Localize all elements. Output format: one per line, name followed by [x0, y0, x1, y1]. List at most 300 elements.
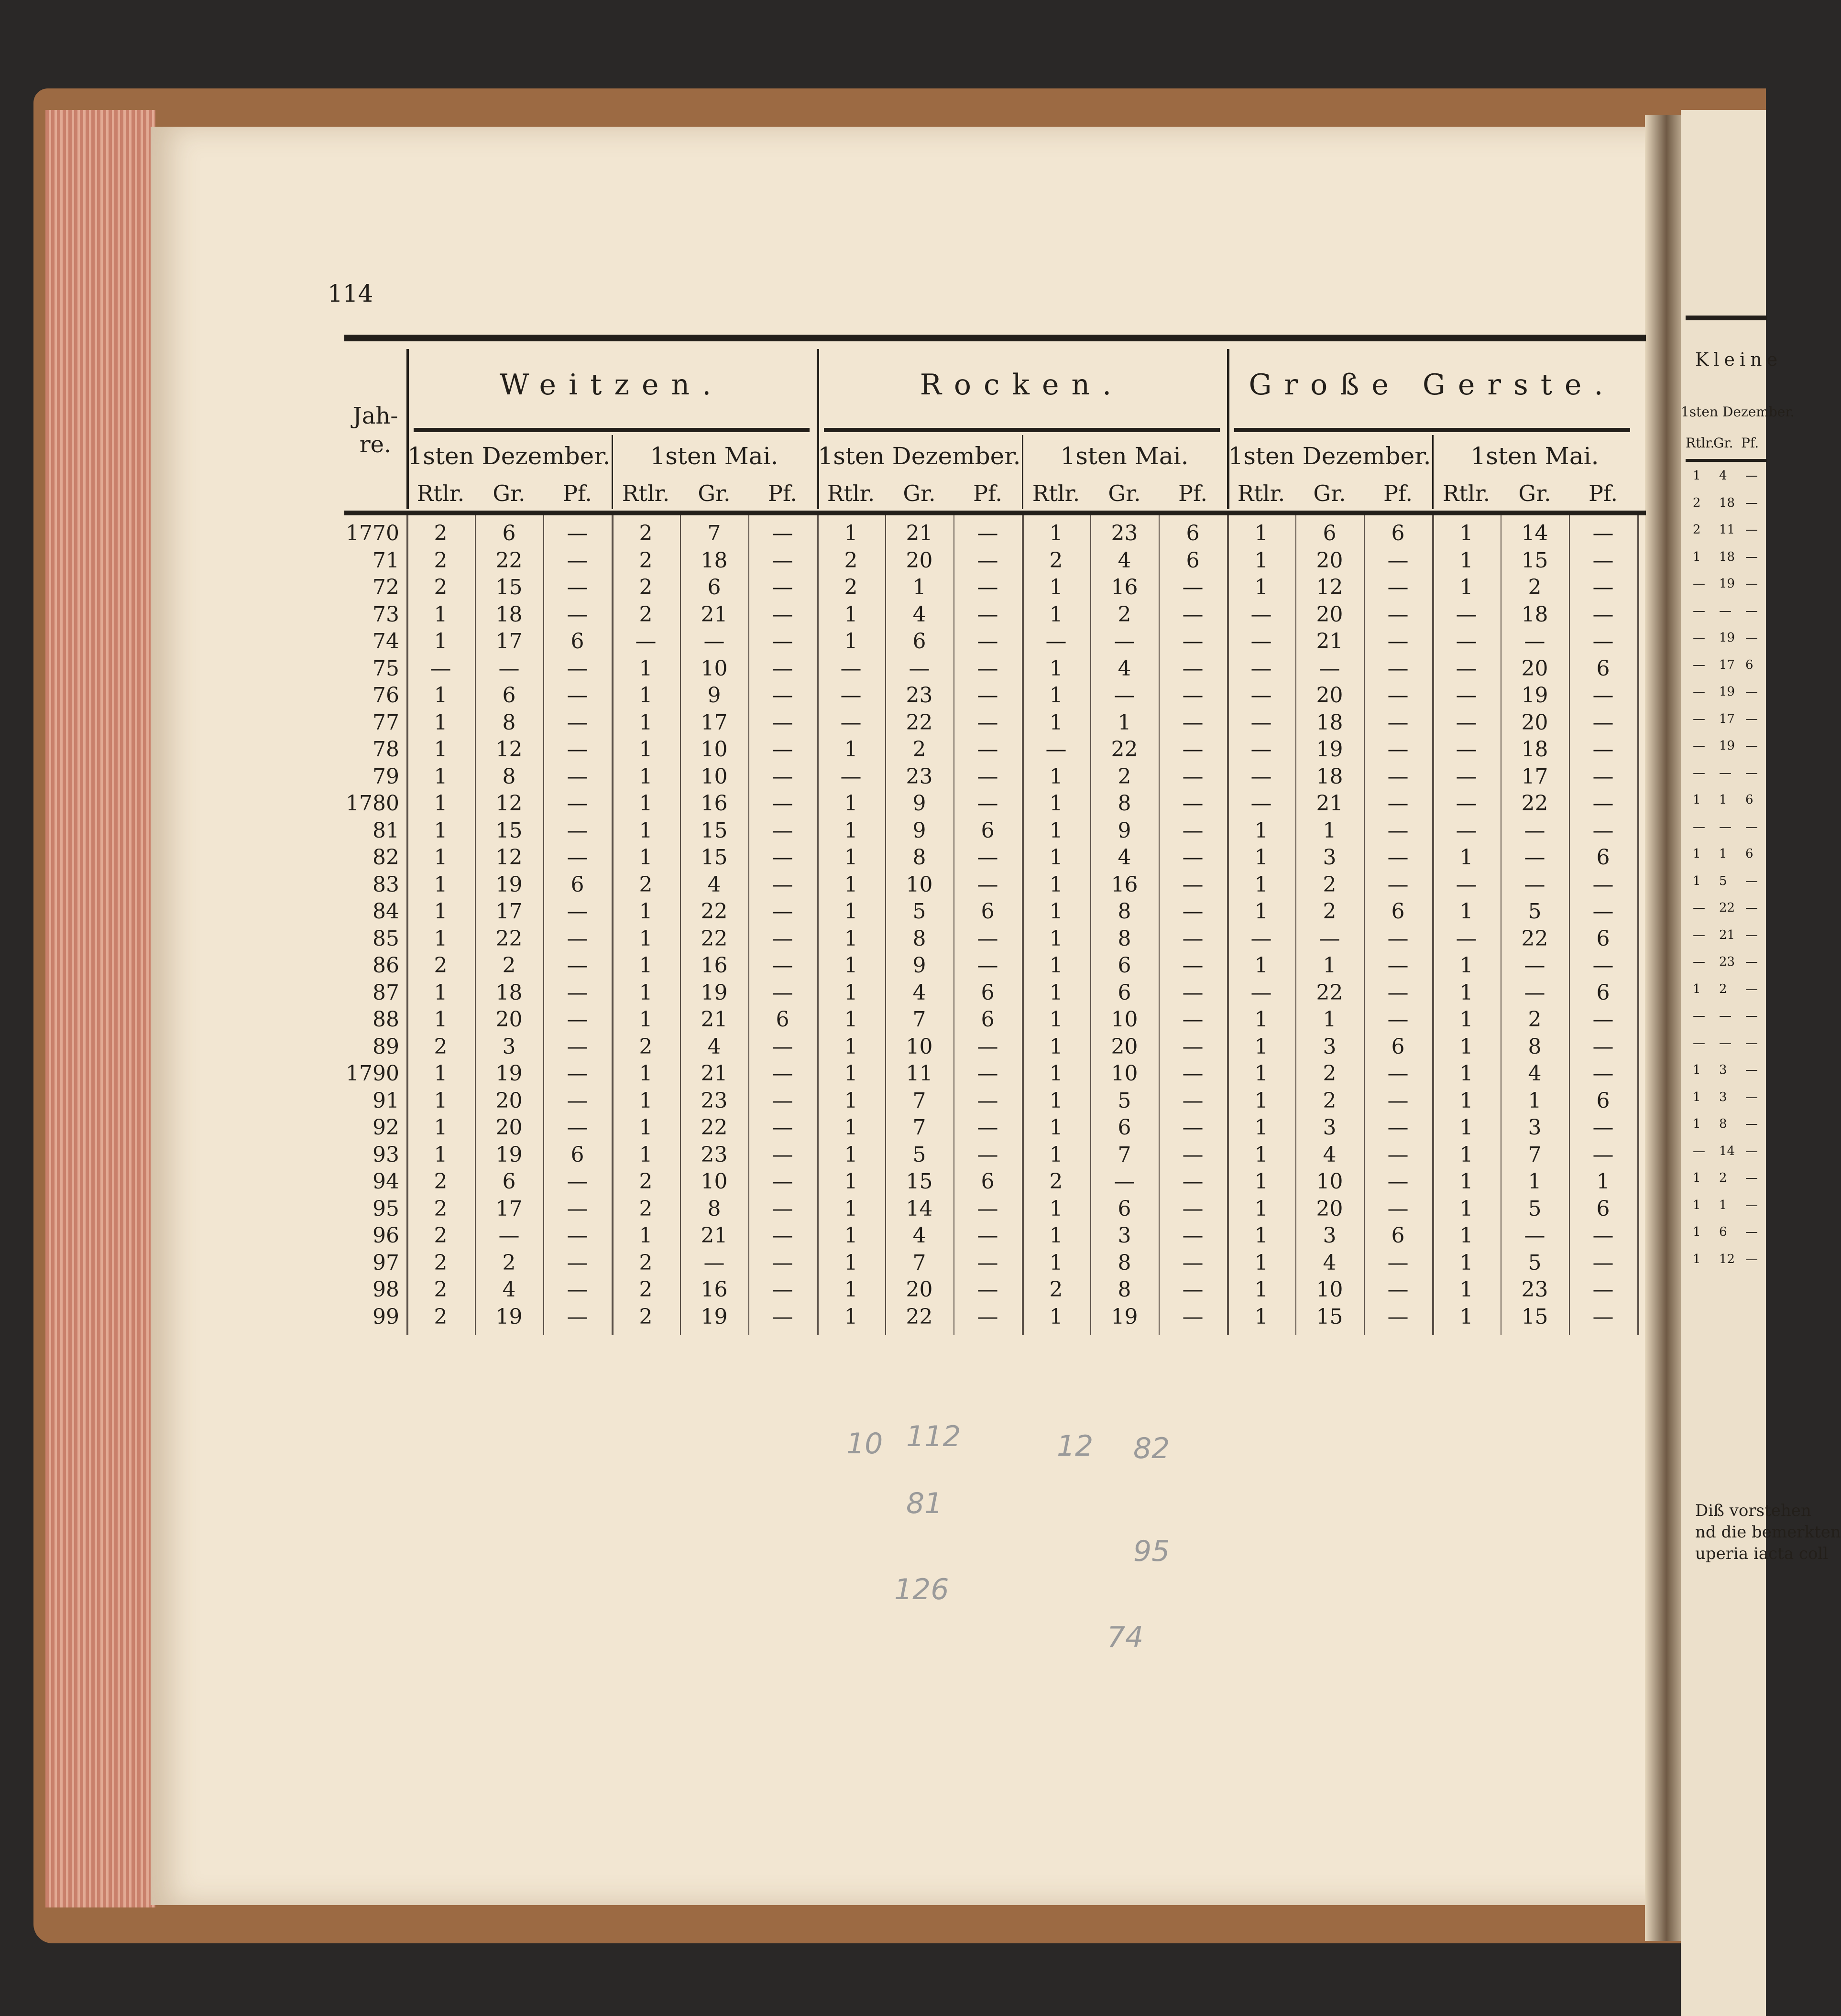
price-cell: —	[1592, 548, 1614, 573]
price-cell: —	[977, 1142, 998, 1167]
price-cell: —	[977, 710, 998, 735]
price-cell: 1	[844, 521, 858, 545]
price-cell: —	[1387, 656, 1409, 681]
price-cell: 1	[844, 737, 858, 762]
price-cell: 3	[502, 1034, 516, 1059]
price-cell: 20	[495, 1088, 523, 1113]
price-cell: —	[567, 575, 588, 599]
grain-rule	[414, 428, 810, 432]
price-cell: 19	[1316, 737, 1343, 762]
facing-footer-line: nd die bemerkten	[1695, 1523, 1841, 1542]
price-cell: 1	[844, 1250, 858, 1275]
price-cell: 1	[844, 1115, 858, 1140]
price-cell: —	[567, 602, 588, 627]
price-cell: 2	[1323, 899, 1337, 924]
price-cell: —	[1592, 1223, 1614, 1248]
price-cell: 1	[1459, 953, 1473, 978]
price-cell: 1	[434, 845, 448, 870]
price-cell: —	[1182, 1007, 1204, 1032]
price-cell: 1	[639, 1142, 653, 1167]
unit-header: Rtlr.	[827, 480, 875, 506]
price-cell: 8	[502, 710, 516, 735]
price-cell: 2	[434, 1169, 448, 1194]
price-cell: 10	[701, 656, 728, 681]
price-cell: 14	[1521, 521, 1548, 545]
price-cell: —	[772, 845, 793, 870]
price-cell: —	[1387, 1115, 1409, 1140]
price-cell: —	[567, 656, 588, 681]
year-cell: 1790	[346, 1061, 399, 1086]
price-cell: 1	[639, 1061, 653, 1086]
year-header-line-1: Jah-	[352, 403, 398, 429]
price-cell: 1	[1049, 602, 1063, 627]
price-cell: 1	[1254, 575, 1268, 599]
price-cell: 1	[1596, 1169, 1610, 1194]
year-cell: 89	[373, 1034, 399, 1059]
price-cell: —	[1387, 845, 1409, 870]
facing-cell: —	[1693, 955, 1705, 969]
facing-cell: 1	[1719, 1198, 1727, 1212]
year-cell: 82	[373, 845, 399, 870]
price-cell: 2	[844, 548, 858, 573]
price-cell: —	[567, 1223, 588, 1248]
price-cell: 21	[701, 1007, 728, 1032]
price-cell: 2	[502, 953, 516, 978]
price-cell: 1	[1459, 980, 1473, 1005]
price-cell: 3	[1323, 1115, 1337, 1140]
price-cell: —	[909, 656, 930, 681]
price-cell: 6	[570, 629, 584, 654]
facing-cell: 6	[1745, 847, 1753, 861]
unit-header: Rtlr.	[1442, 480, 1490, 506]
price-cell: —	[1592, 764, 1614, 789]
facing-unit-rule	[1686, 459, 1767, 462]
year-cell: 91	[373, 1088, 399, 1113]
price-cell: 14	[906, 1196, 933, 1221]
price-cell: 20	[906, 548, 933, 573]
unit-header: Gr.	[903, 480, 936, 506]
facing-cell: 1	[1719, 847, 1727, 861]
price-cell: —	[1045, 737, 1067, 762]
price-cell: 1	[1049, 683, 1063, 708]
facing-cell: —	[1745, 955, 1758, 969]
price-cell: 10	[1316, 1169, 1343, 1194]
price-cell: 19	[1521, 683, 1548, 708]
price-cell: —	[567, 899, 588, 924]
facing-page	[1681, 110, 1841, 2016]
price-cell: 19	[1111, 1304, 1138, 1329]
price-cell: 2	[434, 1277, 448, 1302]
price-cell: 5	[1528, 1250, 1542, 1275]
price-cell: 2	[502, 1250, 516, 1275]
price-cell: 6	[1391, 1223, 1405, 1248]
price-cell: —	[498, 656, 520, 681]
price-cell: —	[1250, 980, 1272, 1005]
facing-cell: 18	[1719, 549, 1735, 564]
price-cell: 8	[707, 1196, 721, 1221]
price-cell: 20	[495, 1115, 523, 1140]
price-cell: 2	[639, 872, 653, 897]
price-cell: —	[430, 656, 451, 681]
price-cell: 1	[844, 845, 858, 870]
price-cell: —	[977, 872, 998, 897]
price-cell: —	[1456, 791, 1477, 816]
price-cell: —	[1319, 656, 1340, 681]
price-cell: —	[1387, 1277, 1409, 1302]
price-cell: —	[567, 791, 588, 816]
facing-unit-header: Pf.	[1741, 435, 1759, 451]
price-cell: —	[772, 548, 793, 573]
price-cell: —	[1592, 1250, 1614, 1275]
price-cell: —	[977, 1061, 998, 1086]
price-cell: —	[567, 953, 588, 978]
price-cell: 1	[639, 683, 653, 708]
facing-cell: 6	[1745, 793, 1753, 807]
pencil-note: 126	[894, 1573, 949, 1606]
price-cell: 6	[1596, 656, 1610, 681]
unit-header: Gr.	[698, 480, 731, 506]
facing-cell: 6	[1745, 657, 1753, 672]
price-cell: 8	[912, 926, 926, 951]
price-cell: —	[1387, 1061, 1409, 1086]
year-cell: 77	[373, 710, 399, 735]
facing-cell: —	[1693, 1009, 1705, 1023]
price-cell: 9	[912, 791, 926, 816]
price-cell: —	[1319, 926, 1340, 951]
price-cell: 2	[639, 1034, 653, 1059]
price-cell: 22	[701, 899, 728, 924]
year-column-header	[344, 402, 406, 459]
price-cell: 1	[1049, 953, 1063, 978]
price-cell: 2	[639, 602, 653, 627]
price-cell: 19	[495, 1142, 523, 1167]
facing-cell: —	[1745, 523, 1758, 537]
price-cell: —	[772, 980, 793, 1005]
year-cell: 84	[373, 899, 399, 924]
price-cell: 1	[1254, 1223, 1268, 1248]
facing-cell: 4	[1719, 469, 1727, 483]
price-cell: 22	[1521, 926, 1548, 951]
price-cell: 1	[1049, 1115, 1063, 1140]
price-cell: 2	[1118, 764, 1131, 789]
facing-cell: —	[1693, 819, 1705, 834]
price-cell: 2	[434, 521, 448, 545]
price-cell: 6	[1186, 521, 1200, 545]
facing-cell: 3	[1719, 1063, 1727, 1077]
price-cell: 2	[434, 1196, 448, 1221]
price-cell: 4	[1323, 1142, 1337, 1167]
price-cell: 2	[844, 575, 858, 599]
year-cell: 86	[373, 953, 399, 978]
price-cell: 1	[1254, 1034, 1268, 1059]
price-cell: —	[772, 1142, 793, 1167]
price-cell: 6	[1323, 521, 1337, 545]
price-cell: 4	[912, 980, 926, 1005]
price-cell: —	[1387, 1169, 1409, 1194]
price-cell: —	[1387, 1007, 1409, 1032]
price-cell: 6	[1391, 521, 1405, 545]
price-cell: —	[1387, 548, 1409, 573]
price-cell: —	[1592, 683, 1614, 708]
price-cell: 2	[434, 1034, 448, 1059]
price-cell: —	[977, 602, 998, 627]
price-cell: 1	[1254, 899, 1268, 924]
price-cell: 6	[1596, 1088, 1610, 1113]
price-cell: 23	[701, 1142, 728, 1167]
date-header: 1sten Mai.	[650, 442, 778, 470]
price-cell: 1	[434, 926, 448, 951]
price-cell: 6	[1596, 980, 1610, 1005]
price-cell: —	[977, 845, 998, 870]
price-cell: 22	[1316, 980, 1343, 1005]
price-cell: 1	[434, 629, 448, 654]
price-cell: —	[1387, 818, 1409, 843]
price-cell: —	[772, 1223, 793, 1248]
price-cell: —	[1387, 926, 1409, 951]
price-cell: —	[1456, 818, 1477, 843]
price-cell: 17	[1521, 764, 1548, 789]
facing-cell: 1	[1693, 469, 1701, 483]
price-cell: 1	[1049, 764, 1063, 789]
price-cell: —	[1182, 710, 1204, 735]
price-cell: —	[1387, 791, 1409, 816]
price-cell: —	[1592, 872, 1614, 897]
price-cell: 2	[434, 1304, 448, 1329]
price-cell: —	[1182, 953, 1204, 978]
facing-cell: —	[1745, 901, 1758, 915]
price-cell: 3	[1118, 1223, 1131, 1248]
facing-cell: 1	[1693, 981, 1701, 996]
facing-cell: —	[1745, 1144, 1758, 1158]
year-cell: 93	[373, 1142, 399, 1167]
facing-cell: 1	[1693, 1117, 1701, 1131]
price-cell: —	[1182, 1304, 1204, 1329]
price-cell: —	[1182, 899, 1204, 924]
pencil-note: 112	[906, 1420, 961, 1453]
price-cell: —	[772, 1088, 793, 1113]
price-cell: 1	[1049, 1061, 1063, 1086]
price-cell: 22	[495, 548, 523, 573]
price-cell: —	[1182, 683, 1204, 708]
price-cell: —	[1387, 764, 1409, 789]
price-cell: 17	[701, 710, 728, 735]
price-cell: —	[1182, 656, 1204, 681]
price-cell: —	[977, 1034, 998, 1059]
price-cell: 21	[1316, 629, 1343, 654]
price-cell: 5	[912, 1142, 926, 1167]
unit-header: Pf.	[1589, 480, 1618, 506]
price-cell: 1	[844, 1088, 858, 1113]
price-cell: —	[1592, 1304, 1614, 1329]
price-cell: 1	[1049, 926, 1063, 951]
date-header: 1sten Mai.	[1060, 442, 1189, 470]
price-cell: 21	[1316, 791, 1343, 816]
price-cell: —	[1456, 629, 1477, 654]
price-cell: 1	[1254, 1007, 1268, 1032]
price-cell: 21	[701, 1061, 728, 1086]
price-cell: —	[772, 575, 793, 599]
price-cell: 23	[906, 764, 933, 789]
price-cell: —	[772, 953, 793, 978]
date-header: 1sten Dezember.	[1228, 442, 1431, 470]
price-cell: 3	[1323, 1034, 1337, 1059]
price-cell: 18	[495, 980, 523, 1005]
price-cell: 1	[1254, 1250, 1268, 1275]
price-cell: 22	[906, 710, 933, 735]
price-cell: 4	[1118, 845, 1131, 870]
price-cell: 1	[1323, 1007, 1337, 1032]
facing-cell: 1	[1693, 1198, 1701, 1212]
price-cell: —	[1182, 845, 1204, 870]
price-cell: —	[1592, 899, 1614, 924]
price-cell: 6	[1596, 1196, 1610, 1221]
price-cell: 1	[1323, 818, 1337, 843]
price-cell: 1	[1049, 791, 1063, 816]
price-cell: 1	[1459, 845, 1473, 870]
facing-cell: 3	[1719, 1090, 1727, 1104]
price-cell: 6	[502, 683, 516, 708]
price-cell: 8	[1118, 926, 1131, 951]
unit-header: Pf.	[768, 480, 797, 506]
price-cell: 6	[981, 899, 995, 924]
price-cell: —	[1182, 1142, 1204, 1167]
facing-cell: —	[1745, 469, 1758, 483]
price-cell: 1	[1459, 1304, 1473, 1329]
year-cell: 97	[373, 1250, 399, 1275]
price-cell: 19	[701, 980, 728, 1005]
price-cell: 10	[701, 737, 728, 762]
price-cell: 21	[701, 602, 728, 627]
price-cell: 6	[707, 575, 721, 599]
price-cell: —	[1592, 1061, 1614, 1086]
facing-cell: —	[1745, 603, 1758, 618]
price-cell: 1	[1254, 1061, 1268, 1086]
price-cell: 1	[639, 1115, 653, 1140]
price-cell: 1	[1323, 953, 1337, 978]
facing-cell: —	[1745, 819, 1758, 834]
facing-cell: —	[1745, 927, 1758, 942]
price-cell: —	[1524, 980, 1545, 1005]
price-cell: 4	[912, 1223, 926, 1248]
price-cell: 12	[495, 845, 523, 870]
price-cell: 1	[639, 1223, 653, 1248]
year-cell: 78	[373, 737, 399, 762]
unit-header: Rtlr.	[1237, 480, 1285, 506]
unit-header: Gr.	[1108, 480, 1141, 506]
price-cell: 20	[1316, 683, 1343, 708]
price-cell: 1	[844, 1304, 858, 1329]
price-cell: 15	[701, 818, 728, 843]
price-cell: —	[977, 1115, 998, 1140]
year-cell: 83	[373, 872, 399, 897]
price-cell: 2	[1049, 1277, 1063, 1302]
pencil-note: 74	[1107, 1621, 1144, 1654]
price-cell: —	[1387, 602, 1409, 627]
price-cell: 1	[1049, 521, 1063, 545]
facing-cell: 1	[1693, 1225, 1701, 1239]
price-cell: —	[1114, 683, 1135, 708]
price-cell: —	[1456, 872, 1477, 897]
price-cell: 1	[844, 629, 858, 654]
facing-cell: 22	[1719, 901, 1735, 915]
price-cell: —	[772, 1115, 793, 1140]
price-cell: 1	[1254, 1196, 1268, 1221]
price-cell: —	[772, 1034, 793, 1059]
price-cell: 1	[1254, 1304, 1268, 1329]
price-cell: 1	[844, 818, 858, 843]
facing-cell: 18	[1719, 495, 1735, 510]
price-cell: —	[772, 899, 793, 924]
facing-cell: —	[1693, 603, 1705, 618]
facing-cell: —	[1693, 927, 1705, 942]
price-cell: 6	[1118, 953, 1131, 978]
price-cell: —	[1592, 521, 1614, 545]
price-cell: 23	[1111, 521, 1138, 545]
price-cell: 5	[1528, 899, 1542, 924]
price-cell: 18	[1521, 602, 1548, 627]
price-cell: 8	[1118, 1250, 1131, 1275]
price-cell: 1	[1459, 1034, 1473, 1059]
price-cell: —	[1387, 683, 1409, 708]
price-cell: —	[1592, 710, 1614, 735]
facing-cell: —	[1745, 873, 1758, 888]
unit-header: Rtlr.	[416, 480, 465, 506]
price-cell: —	[703, 629, 725, 654]
price-cell: 2	[1118, 602, 1131, 627]
price-cell: 10	[701, 764, 728, 789]
year-cell: 87	[373, 980, 399, 1005]
price-cell: —	[772, 926, 793, 951]
price-cell: —	[567, 737, 588, 762]
price-cell: 2	[434, 575, 448, 599]
year-cell: 75	[373, 656, 399, 681]
price-cell: —	[1182, 737, 1204, 762]
price-cell: —	[1456, 683, 1477, 708]
price-cell: —	[567, 926, 588, 951]
price-cell: 22	[495, 926, 523, 951]
price-cell: 12	[1316, 575, 1343, 599]
facing-cell: —	[1693, 739, 1705, 753]
price-cell: —	[977, 1277, 998, 1302]
price-cell: —	[977, 737, 998, 762]
year-cell: 76	[373, 683, 399, 708]
price-cell: —	[977, 1223, 998, 1248]
price-cell: 1	[639, 953, 653, 978]
unit-header: Rtlr.	[622, 480, 670, 506]
price-cell: 8	[1118, 791, 1131, 816]
year-cell: 71	[373, 548, 399, 573]
price-cell: —	[772, 1061, 793, 1086]
price-cell: —	[1456, 926, 1477, 951]
price-cell: —	[1182, 1061, 1204, 1086]
price-cell: —	[567, 764, 588, 789]
price-cell: 20	[1521, 656, 1548, 681]
grain-header: Weitzen.	[499, 368, 724, 402]
price-cell: —	[772, 710, 793, 735]
price-cell: —	[1250, 710, 1272, 735]
price-cell: 10	[1111, 1007, 1138, 1032]
price-cell: —	[567, 1277, 588, 1302]
price-cell: 1	[434, 980, 448, 1005]
price-cell: —	[1456, 656, 1477, 681]
year-header-line-2: re.	[359, 431, 392, 458]
price-cell: 1	[639, 845, 653, 870]
price-cell: —	[1250, 926, 1272, 951]
facing-unit-header: Rtlr.	[1686, 435, 1715, 451]
price-cell: —	[1592, 602, 1614, 627]
pencil-note: 10	[846, 1427, 883, 1460]
price-cell: —	[977, 1088, 998, 1113]
